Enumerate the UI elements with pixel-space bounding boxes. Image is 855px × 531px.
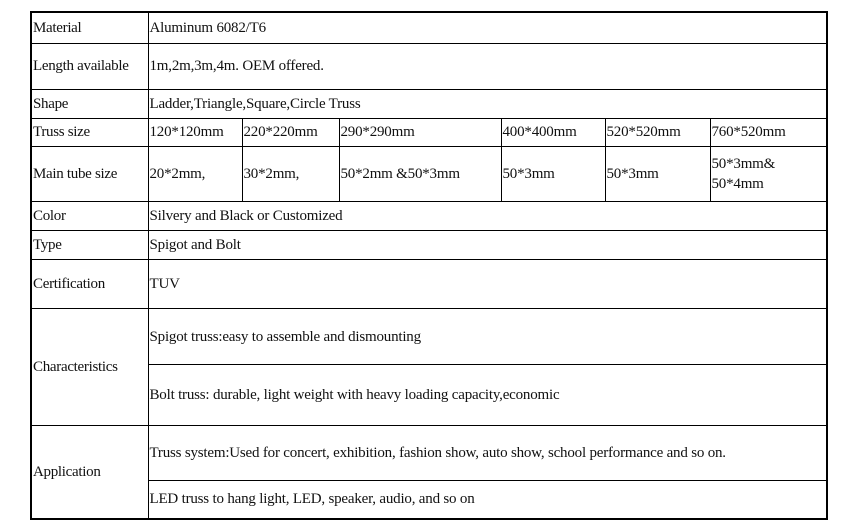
row-application-2 — [31, 481, 827, 519]
shape-label: Shape — [31, 90, 148, 118]
truss-size-cell: 760*520mm — [710, 118, 827, 146]
characteristics-value: Bolt truss: durable, light weight with heavy loading capacity,economic — [148, 364, 827, 425]
row-certification — [31, 259, 827, 308]
length-label: Length available — [31, 43, 148, 89]
truss-size-cell: 120*120mm — [148, 118, 242, 146]
main-tube-size-label: Main tube size — [31, 146, 148, 202]
row-main-tube-size — [31, 146, 827, 202]
type-label: Type — [31, 230, 148, 259]
truss-size-cell: 400*400mm — [501, 118, 605, 146]
length-value: 1m,2m,3m,4m. OEM offered. — [148, 43, 827, 89]
application-value: LED truss to hang light, LED, speaker, audio, and so on — [148, 481, 827, 519]
main-tube-size-cell: 50*3mm& 50*4mm — [710, 146, 827, 202]
truss-size-cell: 290*290mm — [339, 118, 501, 146]
shape-value: Ladder,Triangle,Square,Circle Truss — [148, 90, 827, 118]
row-characteristics — [31, 309, 827, 365]
spec-table — [30, 11, 828, 520]
row-type — [31, 230, 827, 259]
material-value: Aluminum 6082/T6 — [148, 12, 827, 43]
truss-size-cell: 220*220mm — [242, 118, 339, 146]
characteristics-label: Characteristics — [31, 309, 148, 425]
color-label: Color — [31, 202, 148, 230]
main-tube-size-cell: 50*3mm — [605, 146, 710, 202]
application-label: Application — [31, 425, 148, 519]
main-tube-size-cell: 20*2mm, — [148, 146, 242, 202]
row-material — [31, 12, 827, 43]
characteristics-value: Spigot truss:easy to assemble and dismounting — [148, 309, 827, 365]
application-value: Truss system:Used for concert, exhibition, fashion show, auto show, school performance and so on. — [148, 425, 827, 481]
type-value: Spigot and Bolt — [148, 230, 827, 259]
main-tube-size-cell: 30*2mm, — [242, 146, 339, 202]
main-tube-size-cell: 50*2mm &50*3mm — [339, 146, 501, 202]
row-characteristics-2 — [31, 364, 827, 425]
truss-size-cell: 520*520mm — [605, 118, 710, 146]
color-value: Silvery and Black or Customized — [148, 202, 827, 230]
certification-label: Certification — [31, 259, 148, 308]
row-shape — [31, 90, 827, 118]
row-color — [31, 202, 827, 230]
row-length — [31, 43, 827, 89]
main-tube-size-cell: 50*3mm — [501, 146, 605, 202]
row-truss-size — [31, 118, 827, 146]
truss-size-label: Truss size — [31, 118, 148, 146]
row-application — [31, 425, 827, 481]
material-label: Material — [31, 12, 148, 43]
certification-value: TUV — [148, 259, 827, 308]
